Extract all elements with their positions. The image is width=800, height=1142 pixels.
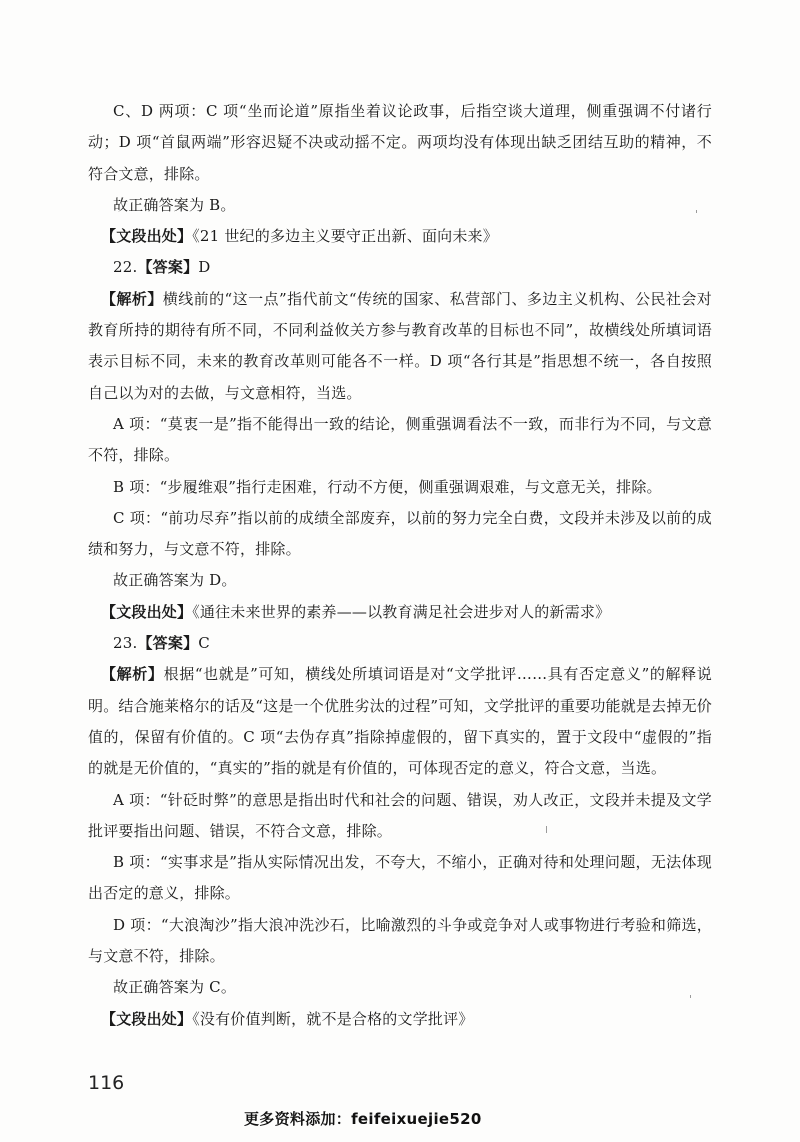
question-number: 22. [113,258,138,277]
scan-speck [546,826,547,833]
paragraph-text: C、D 两项：C 项“坐而论道”原指坐着议论政事，后指空谈大道理，侧重强调不付诸行动；D 项“首鼠两端”形容迟疑不决或动摇不定。两项均没有体现出缺乏团结互助的精神，不符合文意，排除。 [88,102,712,183]
analysis-label: 【解析】 [101,665,164,684]
paragraph-correct-answer-c [88,972,712,1003]
analysis-text: 根据“也就是”可知，横线处所填词语是对“文学批评……具有否定意义”的解释说明。结合施莱格尔的话及“这是一个优胜劣汰的过程”可知，文学批评的重要功能就是去掉无价值的，保留有价值的。C 项“去伪存真”指除掉虚假的，留下真实的，置于文段中“虚假的”指的就是无价值的，“真实的”指的就是有价值的，可体现否定的意义，符合文意，当选。 [88,665,712,778]
paragraph-source-literary-criticism [88,1004,712,1035]
paragraph-text: 故正确答案为 B。 [113,195,236,214]
footer-note: 更多资料添加：feifeixuejie520 [244,1110,482,1128]
paragraph-text: D 项：“大浪淘沙”指大浪冲洗沙石，比喻激烈的斗争或竞争对人或事物进行考验和筛选，与文意不符，排除。 [88,915,712,966]
question-22-analysis [88,284,712,409]
source-title: 《通往未来世界的素养——以教育满足社会进步对人的新需求》 [192,602,611,621]
question-23-answer [88,628,712,659]
paragraph-text: C 项：“前功尽弃”指以前的成绩全部废弃，以前的努力完全白费，文段并未涉及以前的成绩和努力，与文意不符，排除。 [88,508,712,559]
scan-speck [696,210,697,213]
paragraph-option-a-22 [88,409,712,472]
paragraph-option-a-23 [88,785,712,848]
paragraph-correct-answer-b [88,190,712,221]
paragraph-option-d-23 [88,910,712,973]
paragraph-cd-options [88,96,712,190]
source-label: 【文段出处】 [101,1009,193,1028]
paragraph-text: B 项：“实事求是”指从实际情况出发，不夸大，不缩小，正确对待和处理问题，无法体现出否定的意义，排除。 [88,853,712,903]
source-title: 《没有价值判断，就不是合格的文学批评》 [192,1009,474,1028]
paragraph-source-education [88,597,712,628]
source-label: 【文段出处】 [101,602,193,621]
paragraph-text: 故正确答案为 D。 [113,571,237,590]
paragraph-option-b-23 [88,847,712,910]
source-label: 【文段出处】 [101,227,193,246]
paragraph-option-c-22 [88,503,712,566]
paragraph-text: A 项：“莫衷一是”指不能得出一致的结论，侧重强调看法不一致，而非行为不同，与文意不符，排除。 [88,414,712,465]
answer-value: C [198,634,210,653]
question-23-analysis [88,659,712,784]
paragraph-text: 故正确答案为 C。 [113,978,237,997]
scan-speck [690,995,691,998]
answer-value: D [198,258,211,277]
analysis-label: 【解析】 [101,289,163,308]
page-number: 116 [88,1072,125,1094]
answer-label: 【答案】 [137,258,199,277]
question-number: 23. [113,634,138,653]
answer-label: 【答案】 [137,634,199,653]
analysis-text: 横线前的“这一点”指代前文“传统的国家、私营部门、多边主义机构、公民社会对教育所持的期待有所不同，不同利益攸关方参与教育改革的目标也不同”，故横线处所填词语表示目标不同，未来的教育改革则可能各不一样。D 项“各行其是”指思想不统一，各自按照自己以为对的去做，与文意相符，当选。 [88,289,712,402]
paragraph-option-b-22 [88,472,712,503]
answer-explanation-body [88,96,712,1035]
paragraph-text: B 项：“步履维艰”指行走困难，行动不方便，侧重强调艰难，与文意无关，排除。 [113,477,662,496]
paragraph-correct-answer-d [88,565,712,596]
question-22-answer [88,252,712,283]
source-title: 《21 世纪的多边主义要守正出新、面向未来》 [192,227,498,246]
paragraph-source-21 [88,221,712,252]
paragraph-text: A 项：“针砭时弊”的意思是指出时代和社会的问题、错误，劝人改正，文段并未提及文学批评要指出问题、错误，不符合文意，排除。 [88,790,712,840]
